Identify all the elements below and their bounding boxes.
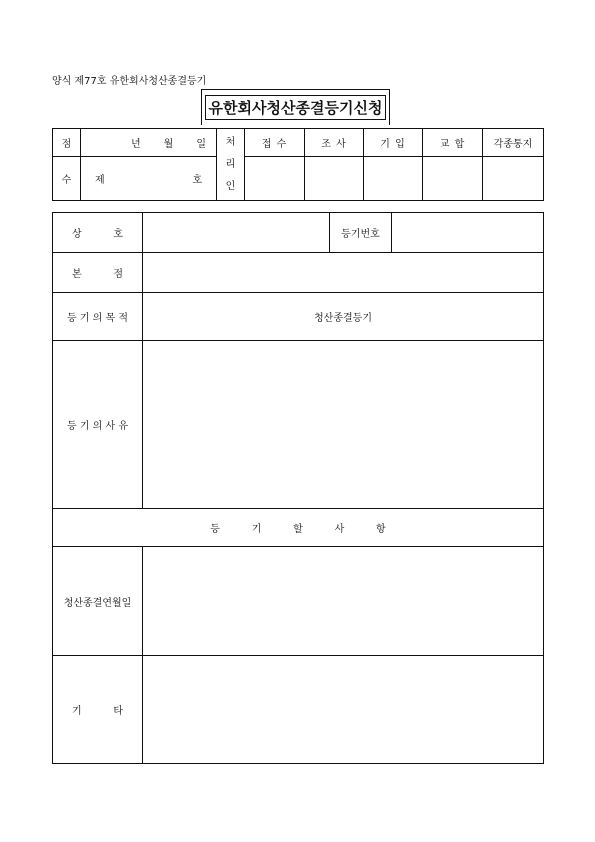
liquidation-date-field[interactable] — [143, 547, 544, 656]
number-suffix-label: 호 — [192, 175, 202, 186]
reason-field[interactable] — [143, 341, 544, 509]
date-day-label: 일 — [196, 139, 206, 150]
notice-stamp-cell[interactable] — [483, 157, 544, 201]
matters-header: 등 기 할 사 항 — [53, 509, 544, 547]
col-notice-header: 각종통지 — [483, 129, 544, 157]
col-receipt-header: 접 수 — [245, 129, 305, 157]
receipt-number-cell[interactable] — [81, 157, 217, 201]
form-title: 유한회사청산종결등기신청 — [205, 95, 387, 120]
number-prefix-label: 제 — [95, 175, 105, 186]
receipt-label-top: 점 — [53, 129, 81, 157]
entry-stamp-cell[interactable] — [364, 157, 423, 201]
handler-char-2: 리 — [225, 158, 236, 170]
reg-number-field[interactable] — [392, 213, 544, 253]
receipt-label-bottom: 수 — [53, 157, 81, 201]
receipt-date-cell[interactable] — [81, 129, 217, 157]
head-office-field[interactable] — [143, 253, 544, 293]
application-table — [52, 212, 544, 764]
title-frame — [201, 89, 390, 125]
date-month-label: 월 — [163, 139, 174, 150]
col-collation-header: 교 합 — [423, 129, 483, 157]
reason-label: 등 기 의 사 유 — [53, 341, 143, 509]
date-year-label: 년 — [131, 139, 141, 150]
head-office-label: 본 점 — [53, 253, 143, 293]
trade-name-field[interactable] — [143, 213, 330, 253]
receipt-table — [52, 128, 544, 201]
form-code: 양식 제77호 유한회사청산종결등기 — [52, 76, 207, 87]
reg-number-label: 등기번호 — [330, 213, 392, 253]
receipt-stamp-cell[interactable] — [245, 157, 305, 201]
liquidation-date-label: 청산종결연월일 — [53, 547, 143, 656]
purpose-value: 청산종결등기 — [143, 293, 544, 341]
trade-name-label: 상 호 — [53, 213, 143, 253]
col-review-header: 조 사 — [305, 129, 364, 157]
other-field[interactable] — [143, 656, 544, 764]
handler-char-3: 인 — [225, 180, 236, 192]
review-stamp-cell[interactable] — [305, 157, 364, 201]
purpose-label: 등 기 의 목 적 — [53, 293, 143, 341]
collation-stamp-cell[interactable] — [423, 157, 483, 201]
col-entry-header: 기 입 — [364, 129, 423, 157]
handler-label — [217, 129, 245, 201]
handler-char-1: 처 — [225, 136, 236, 148]
other-label: 기 타 — [53, 656, 143, 764]
